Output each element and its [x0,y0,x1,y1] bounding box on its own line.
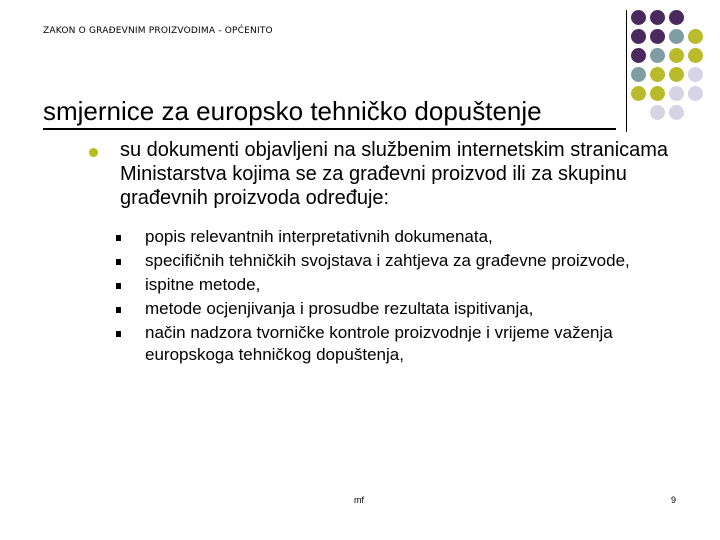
decorative-vertical-line [626,10,627,132]
decorative-dot [688,48,703,63]
title-underline [43,128,616,130]
decorative-dot [650,10,665,25]
sub-point-item [116,274,636,296]
sub-point-item [116,250,636,272]
decorative-dot [669,105,684,120]
decorative-dot [650,29,665,44]
decorative-dot [631,86,646,101]
sub-point-item [116,226,636,248]
decorative-dot [688,86,703,101]
square-bullet-icon [116,259,121,265]
square-bullet-icon [116,283,121,289]
sub-point-item [116,322,636,366]
main-point: su dokumenti objavljeni na službenim internetskim stranicama Ministarstva kojima se za građevni proizvod ili za skupinu građevnih proizvoda određuje: [120,139,669,209]
decorative-dot [688,67,703,82]
decorative-dot [688,29,703,44]
decorative-dot [669,10,684,25]
sub-point-item [116,298,636,320]
decorative-dot [669,86,684,101]
sub-point-text: način nadzora tvorničke kontrole proizvodnje i vrijeme važenja europskoga tehničkog dopuštenja, [145,323,613,364]
footer-author: mf [354,495,364,505]
decorative-dot [650,67,665,82]
page-number: 9 [671,495,677,505]
decorative-dot [631,48,646,63]
decorative-dot [650,105,665,120]
decorative-dot [631,67,646,82]
decorative-dot [669,48,684,63]
square-bullet-icon [116,235,121,241]
header-label: ZAKON O GRAĐEVNIM PROIZVODIMA - OPĆENITO [43,26,273,36]
sub-point-text: metode ocjenjivanja i prosudbe rezultata ispitivanja, [145,299,534,318]
sub-point-text: ispitne metode, [145,275,261,294]
decorative-dot [631,10,646,25]
sub-point-text: specifičnih tehničkih svojstava i zahtjeva za građevne proizvode, [145,251,630,270]
decorative-dot [650,48,665,63]
square-bullet-icon [116,331,121,337]
sub-point-text: popis relevantnih interpretativnih dokumenata, [145,227,493,246]
decorative-dot [669,29,684,44]
main-bullet-icon [89,148,98,157]
decorative-dot [669,67,684,82]
sub-point-list [116,226,636,368]
slide-title: smjernice za europsko tehničko dopuštenje [43,96,542,126]
square-bullet-icon [116,307,121,313]
decorative-dot [631,29,646,44]
decorative-dot [650,86,665,101]
